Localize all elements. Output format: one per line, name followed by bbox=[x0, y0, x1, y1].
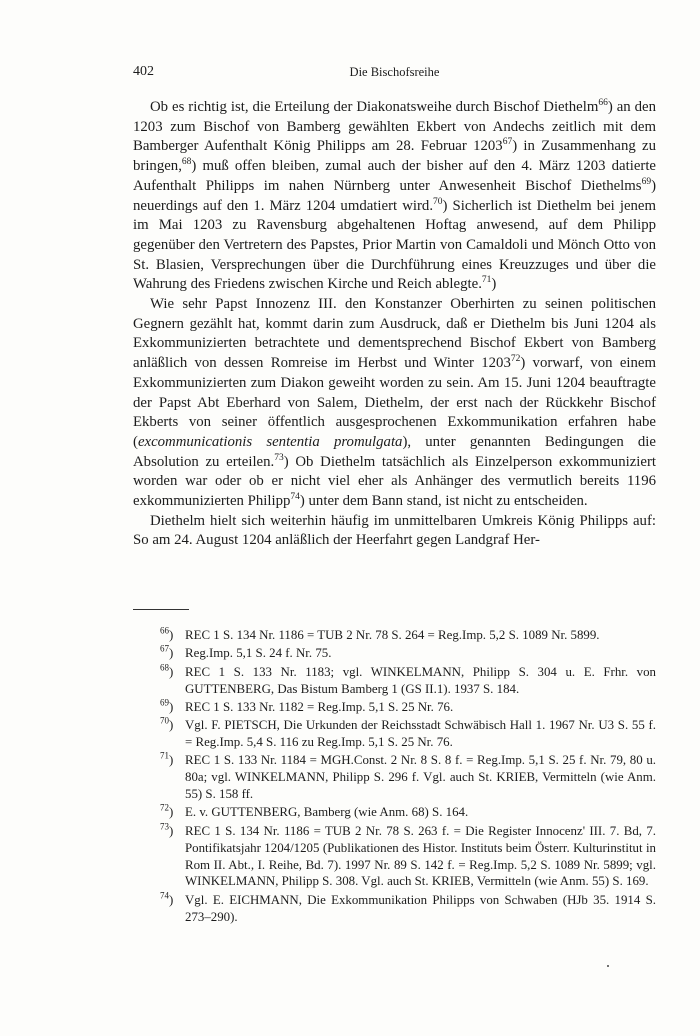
paragraph: Diethelm hielt sich weiterhin häufig im unmittelbaren Umkreis König Philipps auf: So am 24. August 1204 anläßlich der Heerfahrt gegen Landgraf Her- bbox=[133, 512, 656, 549]
paragraph bbox=[133, 295, 656, 512]
footnote bbox=[160, 752, 656, 803]
footnote-ref[interactable]: 68 bbox=[181, 157, 192, 168]
text-run: ), unter genannten Bedingungen die Absolution zu erteilen. bbox=[133, 433, 656, 470]
footnote-text: REC 1 S. 133 Nr. 1184 = MGH.Const. 2 Nr. 8 S. 8 f. = Reg.Imp. 5,1 S. 25 f. Nr. 79, 80 u. 80a; vgl. WINKELMANN, Philipp S. 296 f. Vgl. auch St. KRIEB, Vermitteln (wie Anm. 55) S. 158 ff. bbox=[185, 753, 656, 802]
running-title: Die Bischofsreihe bbox=[349, 65, 440, 79]
footnote-ref[interactable]: 71 bbox=[481, 275, 492, 286]
footnote bbox=[160, 664, 656, 698]
text-run: ) Ob Diethelm tatsächlich als Einzelperson exkommuniziert worden war oder ob er nicht viel eher als Anhänger des vermutlich bereits 1196 exkommunizierten Philipp bbox=[133, 453, 656, 510]
footnote bbox=[160, 892, 656, 926]
footnote-text: Vgl. E. EICHMANN, Die Exkommunikation Philipps von Schwaben (HJb 35. 1914 S. 273–290). bbox=[185, 892, 656, 924]
footnote-ref[interactable]: 74 bbox=[290, 492, 300, 503]
footnote-separator bbox=[133, 609, 189, 610]
footnote-ref[interactable]: 67 bbox=[502, 137, 513, 148]
footnote-number: $^{67}$) bbox=[160, 644, 174, 661]
footnotes bbox=[160, 627, 656, 927]
footnote-text: E. v. GUTTENBERG, Bamberg (wie Anm. 68) S. 164. bbox=[185, 805, 469, 820]
footnote-ref[interactable]: 70 bbox=[433, 196, 443, 207]
footnote bbox=[160, 699, 656, 716]
footnote-ref[interactable]: 72 bbox=[510, 354, 521, 365]
text-run: ) muß offen bleiben, zumal auch der bisher auf den 4. März 1203 datierte Aufenthalt Philipps im nahen Nürnberg unter Anwesenheit Bischof Diethelms bbox=[133, 158, 656, 194]
footnote-number: $^{74}$) bbox=[160, 890, 174, 907]
text-run: ) bbox=[491, 276, 497, 293]
footnote-text: REC 1 S. 133 Nr. 1182 = Reg.Imp. 5,1 S. 25 Nr. 76. bbox=[185, 699, 454, 714]
footnote bbox=[160, 823, 656, 891]
footnote-text: Vgl. F. PIETSCH, Die Urkunden der Reichsstadt Schwäbisch Hall 1. 1967 Nr. U3 S. 55 f. = Reg.Imp. 5,4 S. 116 zu Reg.Imp. 5,1 S. 25 Nr. 76. bbox=[185, 718, 656, 749]
footnote bbox=[160, 645, 656, 662]
footnote-text: REC 1 S. 133 Nr. 1183; vgl. WINKELMANN, Philipp S. 304 u. E. Frhr. von GUTTENBERG, Das Bistum Bamberg 1 (GS II.1). 1937 S. 184. bbox=[185, 664, 656, 696]
paragraph bbox=[133, 98, 656, 295]
text-run: ) an den 1203 zum Bischof von Bamberg gewählten Ekbert von Andechs zeitlich mit dem Bamberger Aufenthalt König Philipps am 28. Februar 1203 bbox=[133, 99, 656, 155]
text-run: ) unter dem Bann stand, ist nicht zu entscheiden. bbox=[299, 493, 588, 510]
text-run: Wie sehr Papst Innozenz III. den Konstanzer Oberhirten zu seinen politischen Gegnern gezählt hat, kommt darin zum Ausdruck, daß er Diethelm bis Juni 1204 als Exkommunizierten betrachtete und dementsprechend Bischof Ekbert von Bamberg anläßlich von dessen Romreise im Herbst und Winter 1203 bbox=[133, 296, 656, 372]
page-header bbox=[133, 64, 656, 82]
text-run: ) neuerdings auf den 1. März 1204 umdatiert wird. bbox=[133, 177, 656, 214]
text-run: ) Sicherlich ist Diethelm bei jenem im Mai 1203 zu Ravensburg abgehaltenen Hoftag anwesend, auf dem Philipp gegenüber den Vertretern des Papstes, Prior Martin von Camaldoli und Mönch Otto von St. Blasien, Versprechungen über die Durchführung eines Kreuzzuges und über die Wahrung des Friedens zwischen Kirche und Reich ablegte. bbox=[133, 197, 657, 293]
footnote bbox=[160, 804, 656, 821]
footnote-number: $^{71}$) bbox=[160, 751, 174, 768]
footnote-ref[interactable]: 66 bbox=[598, 98, 608, 109]
page-number: 402 bbox=[133, 64, 154, 79]
text-run: Ob es richtig ist, die Erteilung der Diakonatsweihe durch Bischof Diethelm bbox=[150, 99, 599, 115]
footnote-number: $^{68}$) bbox=[160, 662, 174, 679]
main-text bbox=[133, 98, 656, 551]
footnote-number: $^{69}$) bbox=[160, 697, 174, 714]
footnote-number: $^{70}$) bbox=[160, 715, 174, 733]
text-run: ) vorwarf, von einem Exkommunizierten zum Diakon geweiht worden zu sein. Am 15. Juni 1204 beauftragte der Papst Abt Eberhard von Salem, Diethelm, der erst nach der Rückkehr Bischof Ekberts von seiner öffentlich ausgesprochenen Exkommunikation erfahren habe ( bbox=[133, 355, 656, 450]
footnote-number: $^{72}$) bbox=[160, 803, 174, 820]
footnote-text: REC 1 S. 134 Nr. 1186 = TUB 2 Nr. 78 S. 264 = Reg.Imp. 5,2 S. 1089 Nr. 5899. bbox=[185, 628, 600, 642]
footnote-number: $^{66}$) bbox=[160, 625, 174, 642]
footnote-number: $^{73}$) bbox=[160, 821, 174, 838]
text-run: ) in Zusammenhang zu bringen, bbox=[133, 138, 657, 175]
footnote-ref[interactable]: 73 bbox=[274, 452, 284, 463]
footnote-text: Reg.Imp. 5,1 S. 24 f. Nr. 75. bbox=[185, 646, 332, 661]
footnote-ref[interactable]: 69 bbox=[641, 176, 652, 187]
footnote bbox=[160, 717, 656, 751]
print-speck bbox=[607, 965, 609, 967]
latin-quote: excommunicationis sententia promulgata bbox=[137, 433, 403, 450]
footnote-text: REC 1 S. 134 Nr. 1186 = TUB 2 Nr. 78 S. 263 f. = Die Register Innocenz' III. 7. Bd, 7. Pontifikatsjahr 1204/1205 (Publikationen des Histor. Instituts beim Österr. Kulturinstitut in Rom II. Abt., I. Reihe, Bd. 7). 1997 Nr. 89 S. 142 f. = Reg.Imp. 5,2 S. 1089 Nr. 5899; vgl. WINKELMANN, Philipp S. 308. Vgl. auch St. KRIEB, Vermitteln (wie Anm. 55) S. 169. bbox=[185, 823, 656, 889]
footnote bbox=[160, 627, 656, 644]
